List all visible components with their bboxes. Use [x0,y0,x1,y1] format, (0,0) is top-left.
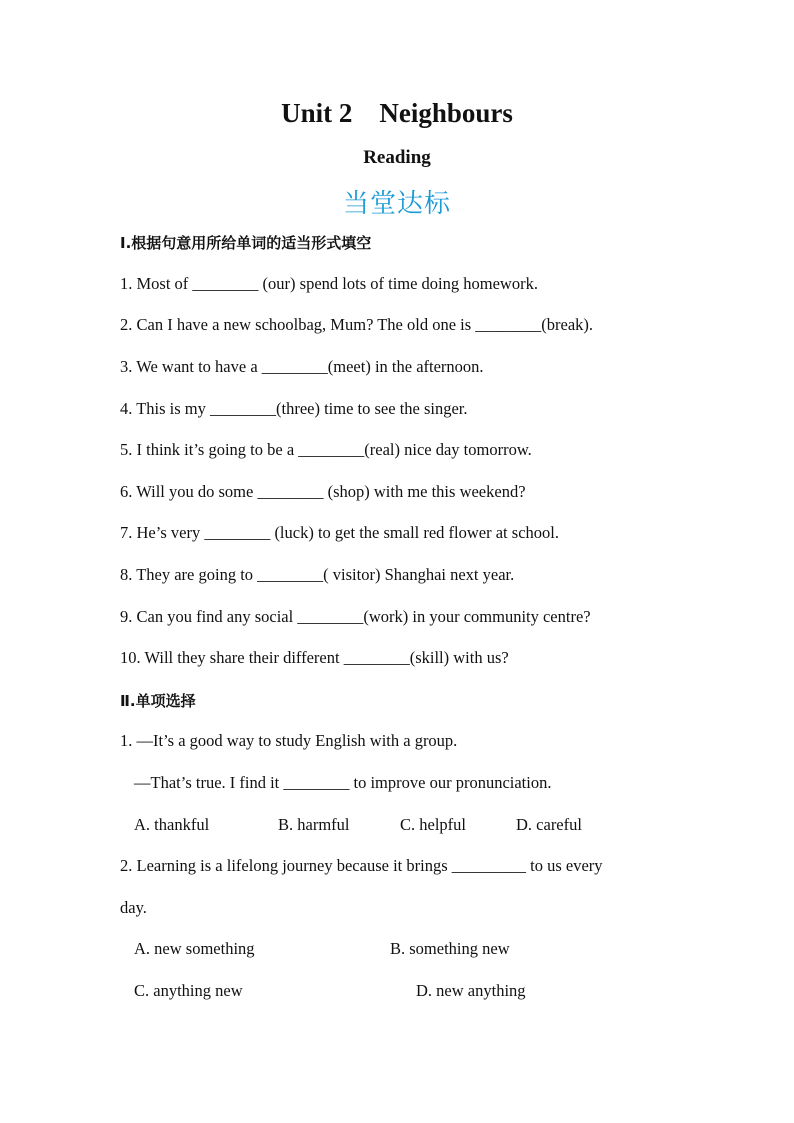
question-1-option-a: A. thankful [134,815,210,834]
section-1-heading: Ⅰ.根据句意用所给单词的适当形式填空 [120,234,372,252]
question-1-line-2: —That’s true. I find it ________ to improve our pronunciation. [134,773,552,792]
exercise-item-7: 7. He’s very ________ (luck) to get the small red flower at school. [120,523,559,542]
question-2-option-c: C. anything new [134,981,243,1000]
section-2-heading: Ⅱ.单项选择 [120,692,196,710]
exercise-item-1: 1. Most of ________ (our) spend lots of time doing homework. [120,274,538,293]
exercise-item-3: 3. We want to have a ________(meet) in the afternoon. [120,357,484,376]
exercise-item-5: 5. I think it’s going to be a ________(real) nice day tomorrow. [120,440,532,459]
question-2-option-b: B. something new [390,939,510,958]
exercise-item-9: 9. Can you find any social ________(work) in your community centre? [120,607,591,626]
question-1-option-b: B. harmful [278,815,350,834]
question-1-option-d: D. careful [516,815,582,834]
question-2-option-a: A. new something [134,939,255,958]
question-2-option-d: D. new anything [416,981,526,1000]
page-subtitle: Reading [363,147,431,168]
exercise-item-8: 8. They are going to ________( visitor) Shanghai next year. [120,565,515,584]
exercise-item-4: 4. This is my ________(three) time to see the singer. [120,399,468,418]
question-1-line-1: 1. —It’s a good way to study English with a group. [120,731,458,750]
exercise-item-2: 2. Can I have a new schoolbag, Mum? The old one is ________(break). [120,315,594,334]
exercise-item-6: 6. Will you do some ________ (shop) with me this weekend? [120,482,526,501]
exercise-item-10: 10. Will they share their different ________(skill) with us? [120,648,509,667]
question-2-line-2: day. [120,898,147,917]
section-banner: 当堂达标 [342,189,451,219]
page-title: Unit 2 Neighbours [281,98,513,128]
question-1-option-c: C. helpful [400,815,466,834]
question-2-line-1: 2. Learning is a lifelong journey because it brings _________ to us every [120,856,603,875]
